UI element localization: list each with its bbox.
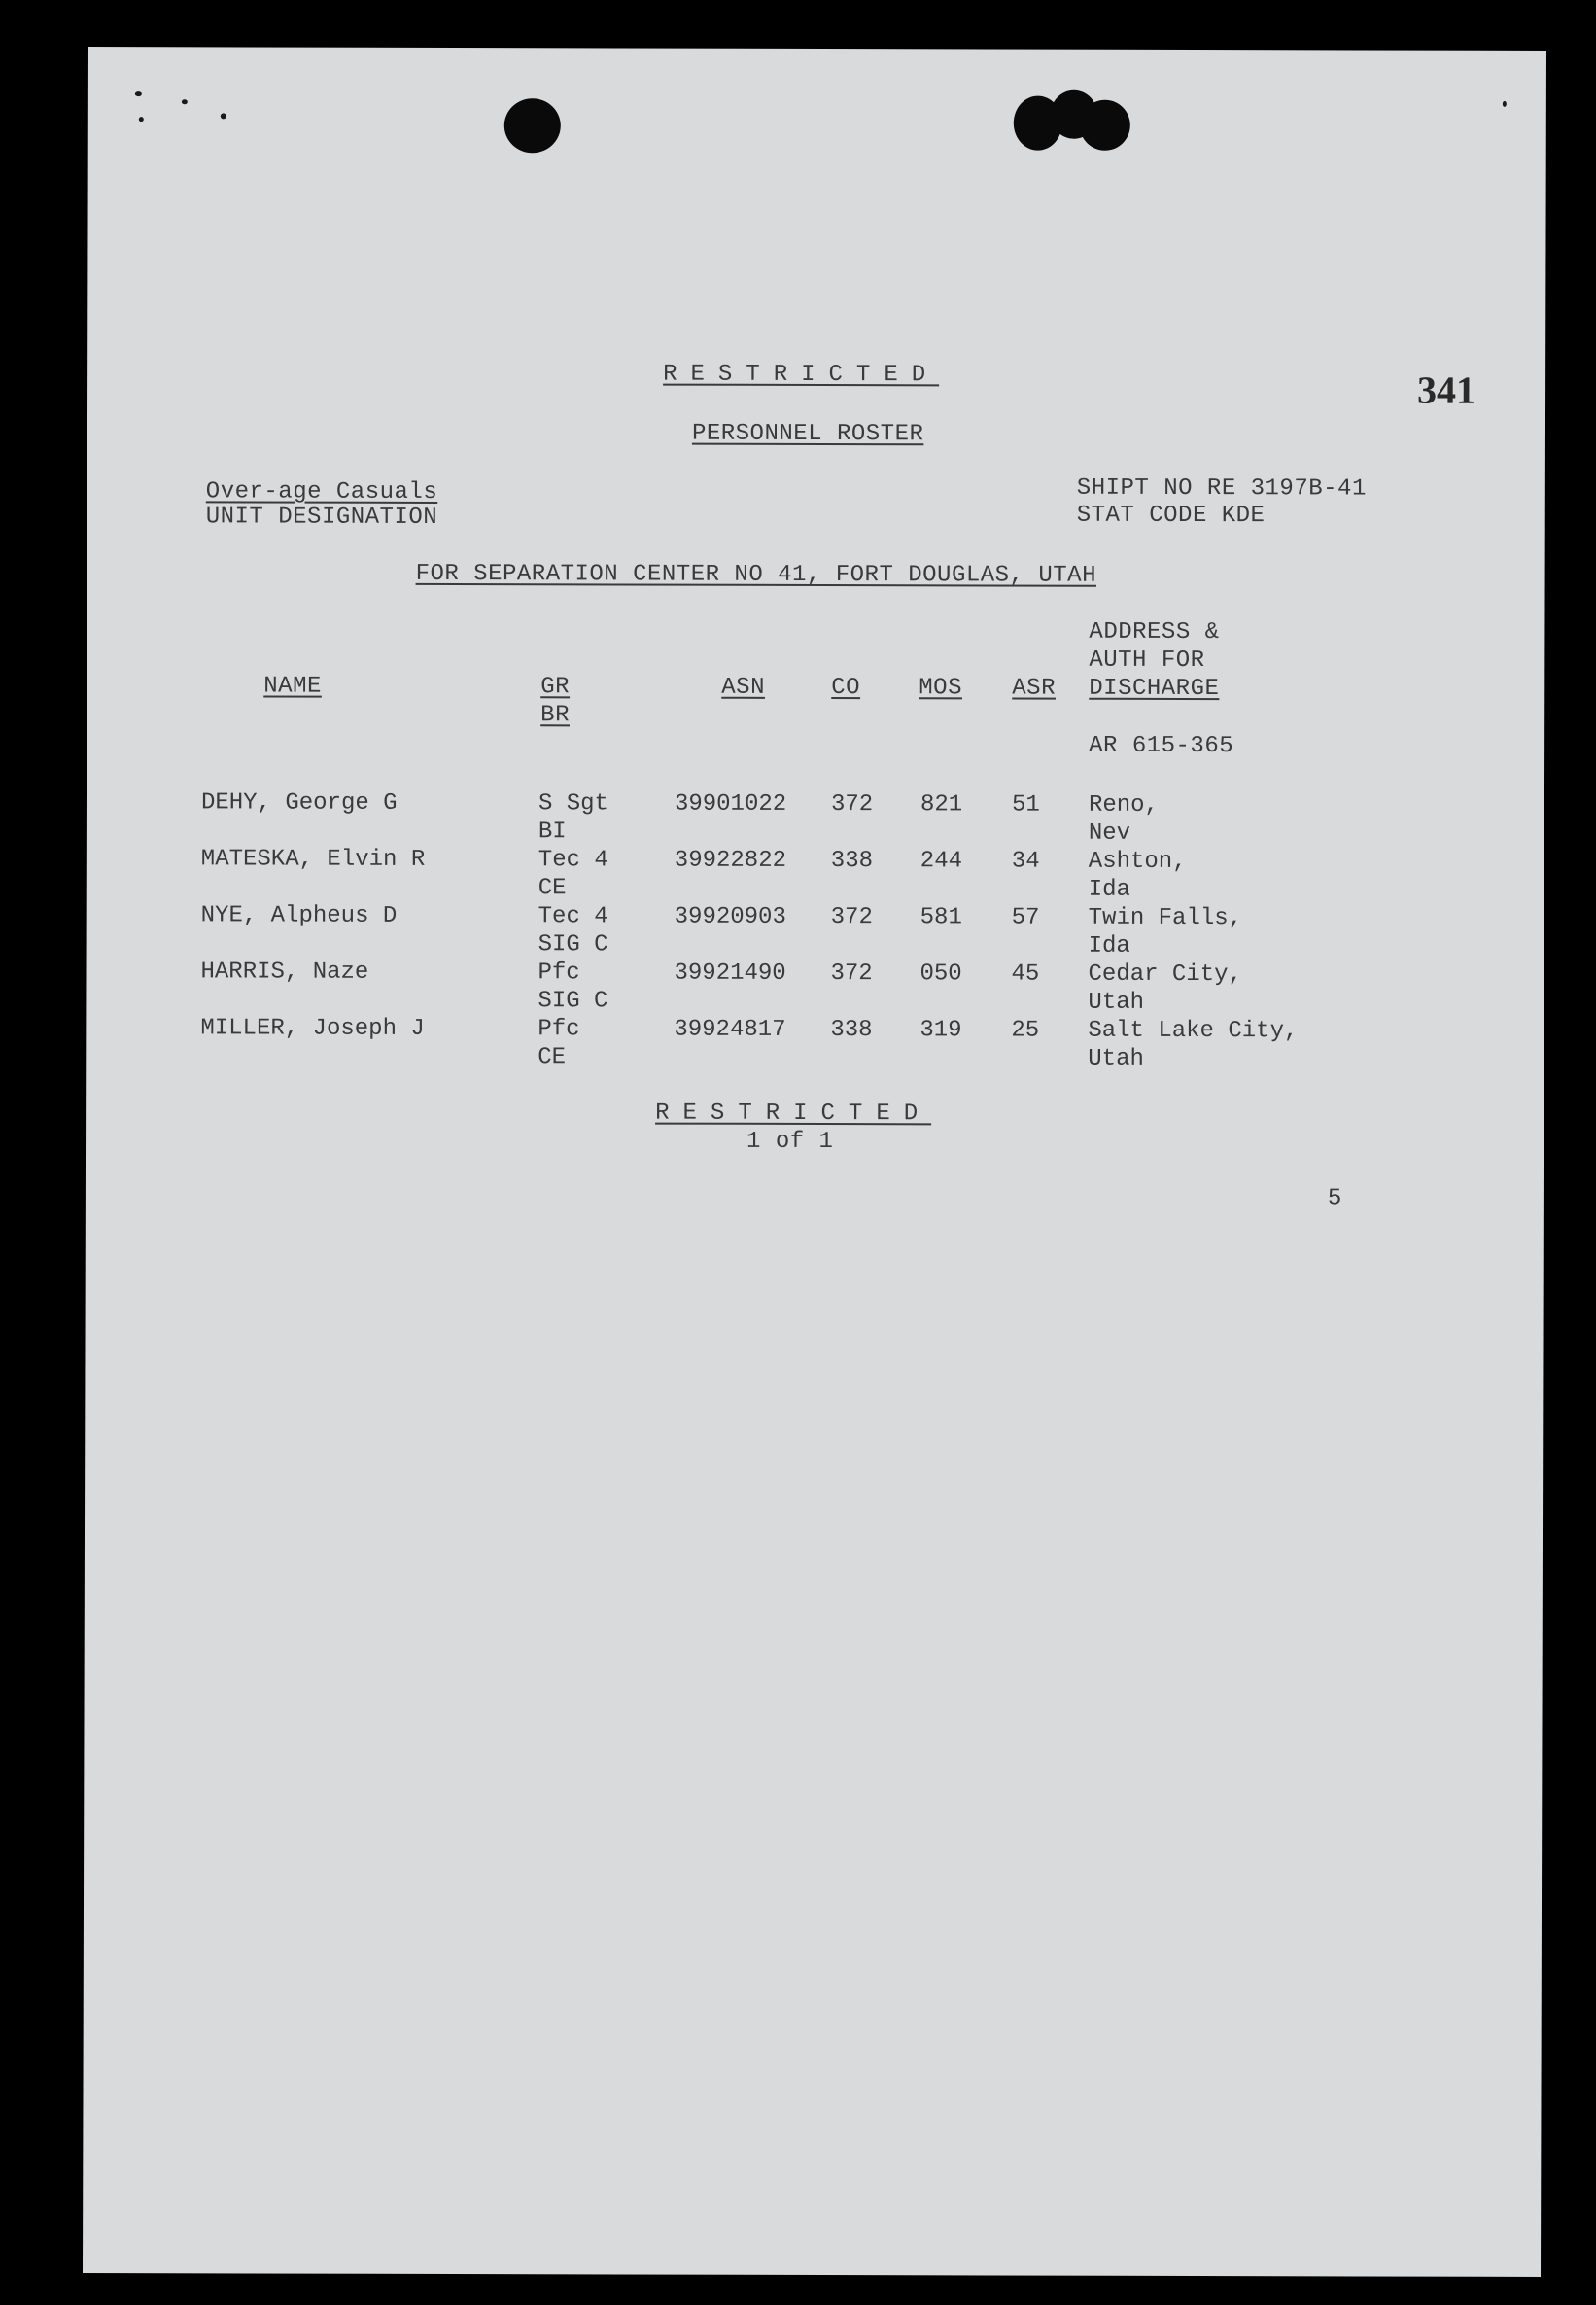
row-asn: 39924817: [674, 1016, 786, 1043]
row-co: 372: [830, 960, 873, 988]
row-asr: 25: [1011, 1017, 1040, 1044]
page-of: 1 of 1: [746, 1128, 834, 1156]
row-address-line1: Cedar City,: [1088, 960, 1242, 989]
header-br: BR: [540, 702, 571, 729]
row-asn: 39901022: [674, 790, 787, 818]
row-mos: 244: [919, 848, 963, 875]
row-branch: BI: [538, 819, 567, 846]
classification-top: RESTRICTED: [663, 361, 940, 389]
row-mos: 581: [919, 904, 962, 931]
row-mos: 050: [919, 960, 962, 988]
row-mos: 821: [919, 791, 963, 819]
row-name: HARRIS, Naze: [200, 959, 369, 986]
document-page: [83, 47, 1546, 2277]
row-asn: 39922822: [674, 847, 787, 874]
row-address-line2: Ida: [1088, 932, 1130, 960]
header-asn: ASN: [721, 674, 766, 701]
row-name: MILLER, Joseph J: [200, 1015, 425, 1042]
row-name: NYE, Alpheus D: [200, 902, 398, 929]
row-branch: CE: [538, 875, 567, 902]
header-name: NAME: [263, 673, 322, 700]
stat-code: STAT CODE KDE: [1076, 502, 1266, 530]
row-asr: 34: [1011, 848, 1040, 875]
row-address-line2: Utah: [1088, 1045, 1144, 1072]
speck: [139, 117, 144, 122]
shipment-number: SHIPT NO RE 3197B-41: [1076, 474, 1367, 503]
row-address-line1: Reno,: [1088, 791, 1160, 819]
row-address-line1: Twin Falls,: [1088, 904, 1243, 932]
row-grade: S Sgt: [538, 790, 609, 818]
punch-hole-right-c: [1080, 100, 1130, 151]
header-gr: GR: [540, 674, 571, 701]
row-branch: SIG C: [538, 931, 608, 959]
row-branch: SIG C: [538, 988, 608, 1015]
row-address-line1: Salt Lake City,: [1088, 1017, 1299, 1045]
row-co: 372: [830, 791, 874, 819]
row-address-line1: Ashton,: [1088, 848, 1187, 876]
header-mos: MOS: [919, 675, 963, 702]
row-mos: 319: [919, 1017, 962, 1044]
page-number: 341: [1417, 367, 1476, 412]
header-address-line3: DISCHARGE: [1089, 675, 1220, 703]
row-grade: Pfc: [538, 1016, 580, 1043]
row-address-line2: Utah: [1088, 989, 1145, 1016]
row-asr: 45: [1011, 960, 1040, 988]
header-address-line1: ADDRESS &: [1089, 618, 1220, 646]
speck: [135, 91, 142, 96]
row-co: 372: [830, 904, 873, 931]
unit-name: Over-age Casuals: [205, 478, 438, 506]
form-title: PERSONNEL ROSTER: [691, 420, 924, 448]
speck: [1503, 101, 1507, 107]
row-co: 338: [830, 1017, 873, 1044]
header-address-line2: AUTH FOR: [1089, 646, 1205, 675]
row-branch: CE: [538, 1044, 567, 1071]
row-grade: Tec 4: [538, 903, 608, 930]
row-grade: Pfc: [538, 960, 580, 987]
row-asn: 39921490: [674, 960, 786, 987]
punch-hole-left: [504, 98, 561, 153]
sheet-number: 5: [1327, 1185, 1342, 1212]
row-address-line2: Nev: [1088, 820, 1131, 847]
row-asn: 39920903: [674, 903, 786, 930]
classification-bottom: RESTRICTED: [655, 1100, 932, 1128]
row-address-line2: Ida: [1088, 876, 1130, 903]
row-name: DEHY, George G: [200, 789, 398, 817]
speck: [221, 113, 226, 119]
row-co: 338: [830, 848, 874, 875]
row-grade: Tec 4: [538, 847, 608, 874]
row-asr: 57: [1011, 904, 1040, 931]
row-asr: 51: [1011, 791, 1040, 819]
authority: AR 615-365: [1089, 732, 1234, 760]
header-asr: ASR: [1012, 675, 1057, 702]
destination: FOR SEPARATION CENTER NO 41, FORT DOUGLAS, UTAH: [415, 560, 1097, 589]
speck: [182, 99, 188, 104]
unit-label: UNIT DESIGNATION: [205, 504, 438, 531]
header-co: CO: [831, 675, 861, 702]
row-name: MATESKA, Elvin R: [200, 846, 426, 873]
